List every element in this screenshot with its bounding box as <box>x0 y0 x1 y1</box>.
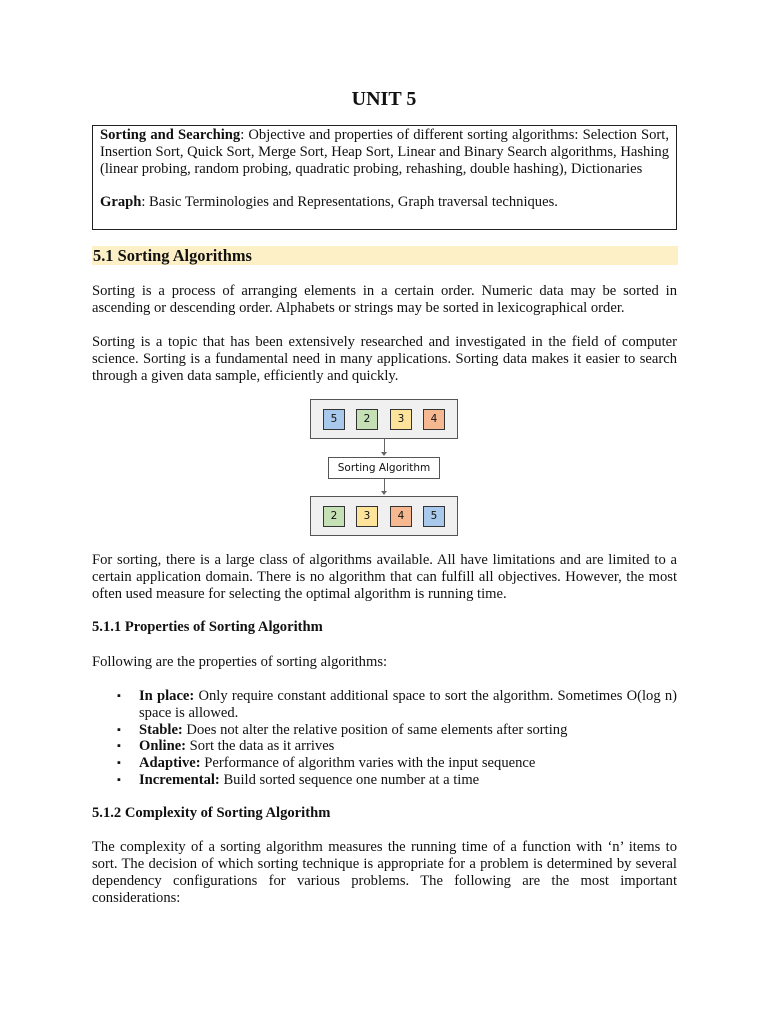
property-term: Incremental: <box>139 771 220 788</box>
property-desc: Only require constant additional space to sort the algorithm. Sometimes O(log n) space is allowed. <box>139 688 677 721</box>
array-cell: 3 <box>390 409 412 430</box>
array-cell: 5 <box>323 409 345 430</box>
array-cell: 4 <box>390 506 412 527</box>
paragraph-text: Sorting is a topic that has been extensively researched and investigated in the field of computer science. Sorting is a fundamental need in many applications. Sorting data makes it easier to search through a given data sample, efficiently and quickly. <box>92 334 677 384</box>
paragraph-text: For sorting, there is a large class of algorithms available. All have limitations and are limited to a certain application domain. There is no algorithm that can fulfill all objectives. However, the most often used measure for selecting the optimal algorithm is running time. <box>92 552 677 602</box>
arrow-connector <box>384 439 385 453</box>
syllabus-topic-label: Graph <box>100 194 142 210</box>
input-array <box>310 399 458 439</box>
syllabus-topic-graph <box>100 194 669 211</box>
arrow-head-icon <box>381 452 387 456</box>
paragraph <box>92 334 677 385</box>
paragraph-text: Sorting is a process of arranging elements in a certain order. Numeric data may be sorted in ascending or descending order. Alphabets or strings may be sorted in lexicographical order. <box>92 283 677 316</box>
list-item <box>117 688 677 722</box>
list-item <box>117 722 677 739</box>
list-item <box>117 772 677 789</box>
arrow-head-icon <box>381 491 387 495</box>
property-term: Online: <box>139 738 187 755</box>
syllabus-topic-label: Sorting and Searching <box>100 127 241 143</box>
paragraph <box>92 283 677 317</box>
array-cell: 3 <box>356 506 378 527</box>
array-cell: 5 <box>423 506 445 527</box>
array-cell: 4 <box>423 409 445 430</box>
syllabus-topic-sorting <box>100 127 669 178</box>
property-term: Adaptive: <box>139 755 201 772</box>
syllabus-topic-text: : Objective and properties of different sorting algorithms: Selection Sort, Insertion Sort, Quick Sort, Merge Sort, Heap Sort, Linear and Binary Search algorithms, Hashing (linear probing, random probing, quadratic probing, rehashing, double hashing), Dictionaries <box>100 127 669 177</box>
property-desc: Performance of algorithm varies with the input sequence <box>200 755 536 772</box>
subsection-heading: 5.1.1 Properties of Sorting Algorithm <box>92 619 323 635</box>
property-desc: Does not alter the relative position of same elements after sorting <box>182 721 568 738</box>
array-cell: 2 <box>356 409 378 430</box>
property-term: Stable: <box>139 721 183 738</box>
property-desc: Sort the data as it arrives <box>186 738 335 755</box>
output-array <box>310 496 458 536</box>
section-heading: 5.1 Sorting Algorithms <box>92 246 678 265</box>
property-desc: Build sorted sequence one number at a time <box>219 771 480 788</box>
paragraph <box>92 552 677 603</box>
syllabus-box <box>92 125 677 230</box>
property-term: In place: <box>139 688 195 704</box>
paragraph-text: The complexity of a sorting algorithm measures the running time of a function with ‘n’ items to sort. The decision of which sorting technique is appropriate for a problem is determined by several dependency configurations for various problems. The following are the most important considerations: <box>92 839 677 906</box>
list-item <box>117 738 677 755</box>
properties-list <box>117 688 677 789</box>
subsection-heading: 5.1.2 Complexity of Sorting Algorithm <box>92 805 331 821</box>
array-cell: 2 <box>323 506 345 527</box>
unit-title: UNIT 5 <box>351 88 417 110</box>
syllabus-topic-text: : Basic Terminologies and Representations, Graph traversal techniques. <box>141 194 558 210</box>
sorting-algorithm-box: Sorting Algorithm <box>328 457 440 479</box>
paragraph <box>92 839 677 907</box>
properties-intro: Following are the properties of sorting algorithms: <box>92 654 388 670</box>
list-item <box>117 755 677 772</box>
